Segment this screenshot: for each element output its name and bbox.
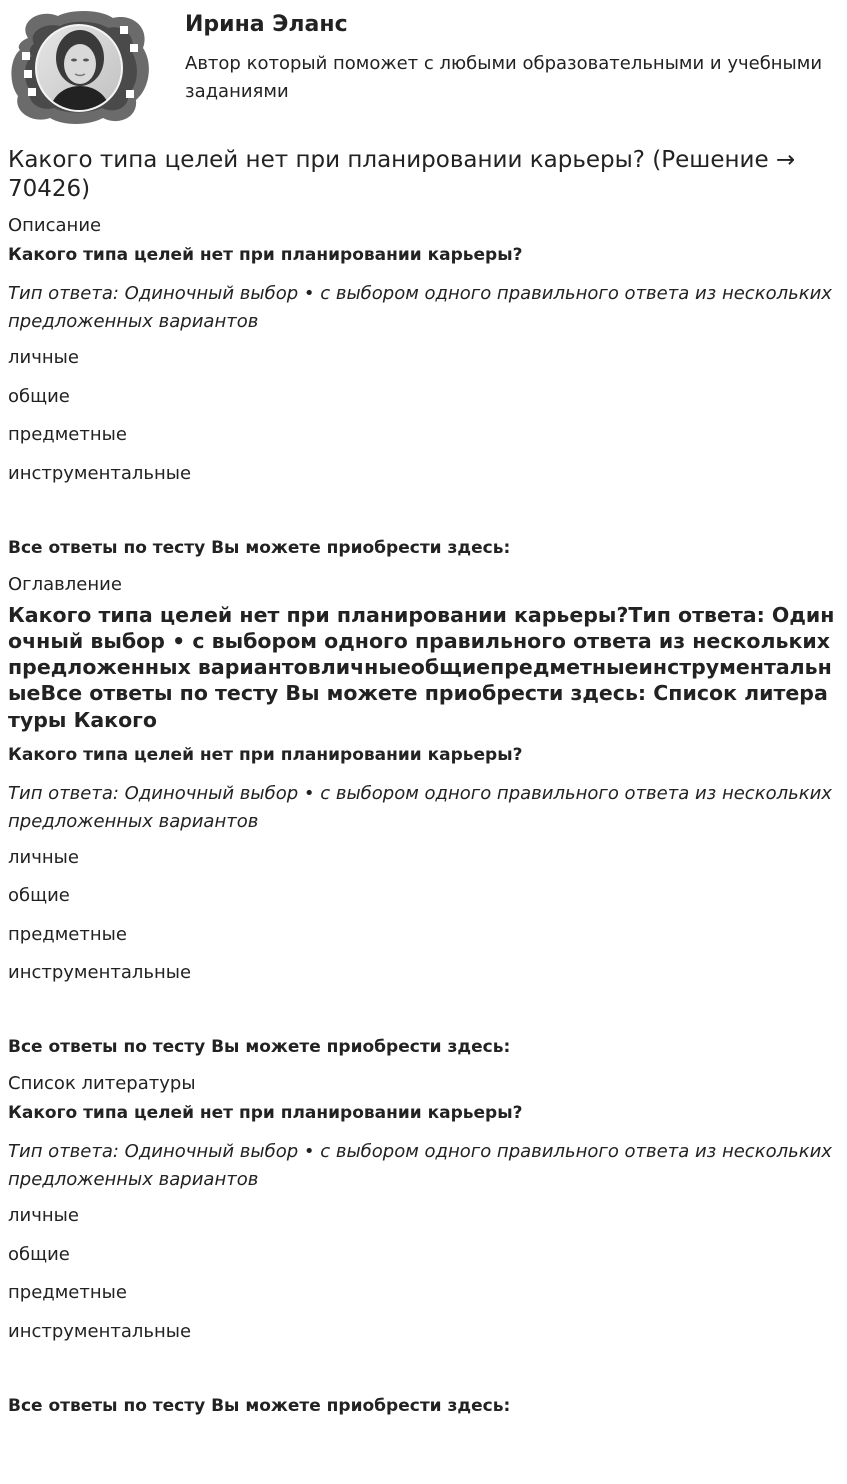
answer-option: предметные (8, 923, 127, 945)
answer-option: общие (8, 885, 70, 907)
answer-option: личные (8, 347, 79, 368)
answer-type-text: Тип ответа: Одиночный выбор • с выбором одного правильного ответа из нескольких предложенных вариантов (8, 782, 832, 832)
author-header (0, 0, 847, 130)
section-literature-label: Список литературы (8, 1073, 196, 1095)
author-name[interactable]: Ирина Эланс (185, 12, 348, 37)
question-text: Какого типа целей нет при планировании карьеры? (8, 1103, 523, 1124)
main-content (8, 146, 838, 1431)
page-title: Какого типа целей нет при планировании карьеры? (Решение → 70426) (8, 147, 796, 202)
section-description-label: Описание (8, 215, 102, 236)
answer-option: инструментальные (8, 962, 192, 984)
question-text: Какого типа целей нет при планировании карьеры? (8, 245, 523, 265)
answer-type-text: Тип ответа: Одиночный выбор • с выбором одного правильного ответа из нескольких предложенных вариантов (8, 283, 832, 332)
author-description: Автор который поможет с любыми образовательными и учебными заданиями (185, 53, 823, 102)
buy-answers-text: Все ответы по тесту Вы можете приобрести здесь: (8, 1037, 511, 1058)
answer-option: личные (8, 1205, 79, 1227)
answer-option: предметные (8, 1282, 127, 1304)
answer-option: общие (8, 1243, 70, 1265)
answer-option: инструментальные (8, 462, 192, 484)
author-photo-icon (8, 8, 150, 126)
answer-option: общие (8, 385, 70, 407)
answer-type-text: Тип ответа: Одиночный выбор • с выбором одного правильного ответа из нескольких предложенных вариантов (8, 1141, 832, 1191)
answer-option: инструментальные (8, 1320, 192, 1342)
toc-heading: Какого типа целей нет при планировании карьеры?Тип ответа: Одиночный выбор • с выбором одного правильного ответа из нескольких предложенных вариантовличныеобщиепредметныеинструментальныеВсе ответы по тесту Вы можете приобрести здесь: Список литературы Какого (8, 602, 835, 732)
question-text: Какого типа целей нет при планировании карьеры? (8, 744, 523, 765)
answer-option: предметные (8, 424, 127, 445)
answer-option: личные (8, 846, 79, 868)
buy-answers-text: Все ответы по тесту Вы можете приобрести здесь: (8, 537, 511, 558)
section-toc-label: Оглавление (8, 573, 122, 595)
author-avatar[interactable] (8, 8, 150, 126)
buy-answers-text: Все ответы по тесту Вы можете приобрести здесь: (8, 1395, 511, 1416)
